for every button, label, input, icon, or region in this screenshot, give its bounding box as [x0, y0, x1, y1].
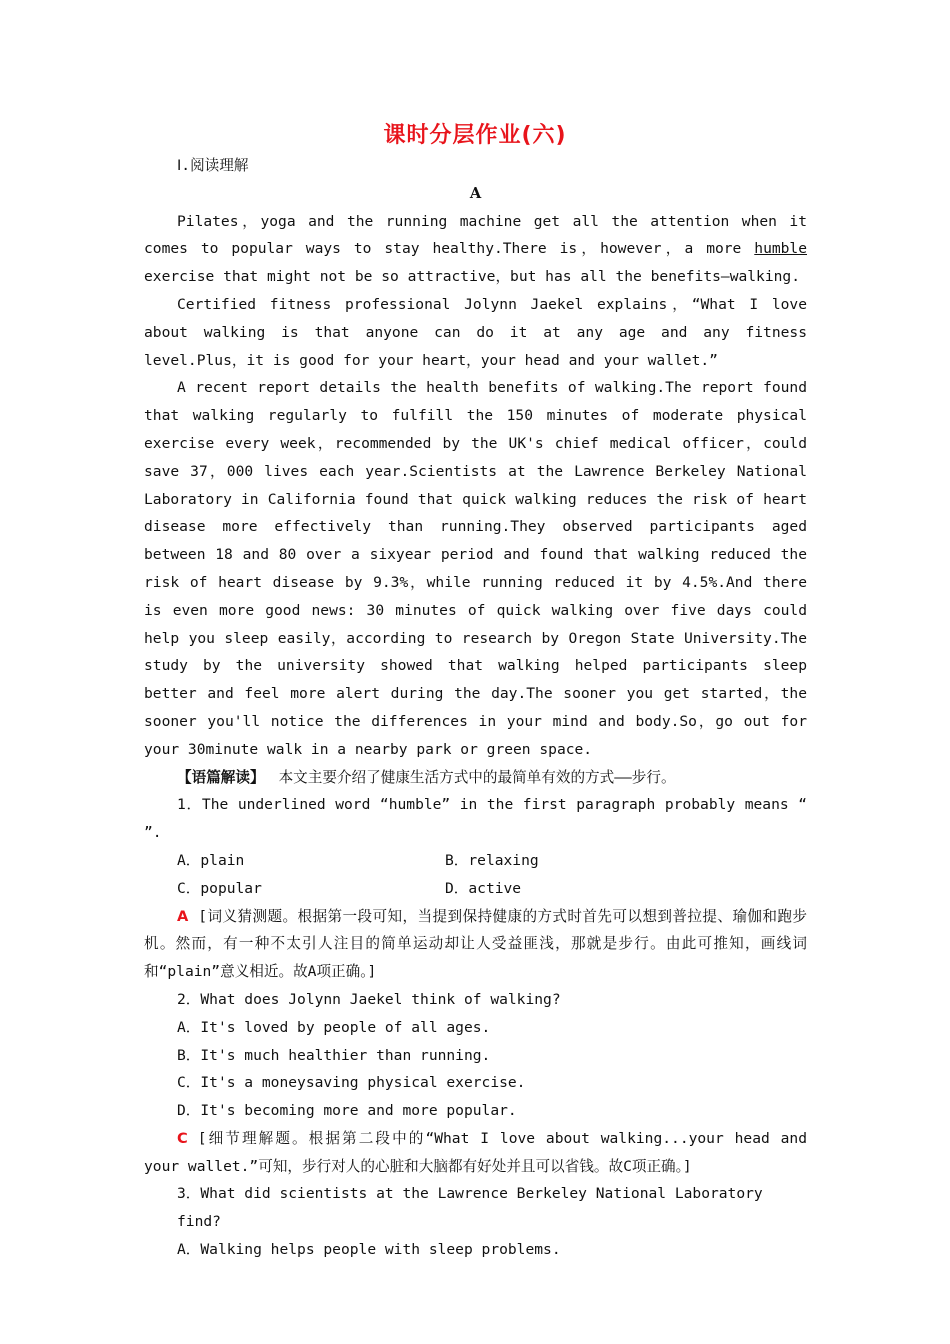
- question-1: 1．The underlined word “humble” in the first paragraph probably means “ ”.: [144, 796, 807, 842]
- answer-explanation: [细节理解题。根据第二段中的“What I love about walking...your head and your wallet.”可知，步行对人的心脏和大脑都有好处并且可以省钱。故C项正确。]: [144, 1129, 807, 1175]
- page-title: 课时分层作业(六): [383, 123, 567, 148]
- summary-tag: 【语篇解读】: [177, 768, 265, 786]
- option-a: A．It's loved by people of all ages.: [177, 1018, 491, 1036]
- option-c: C．popular: [177, 879, 262, 897]
- section-heading: Ⅰ.阅读理解: [177, 157, 249, 174]
- summary-text: 本文主要介绍了健康生活方式中的最简单有效的方式——步行。: [278, 768, 676, 786]
- option-b: B．relaxing: [445, 851, 539, 869]
- passage-summary: [144, 764, 807, 792]
- passage-paragraph-2: Certified fitness professional Jolynn Jaekel explains，“What I love about walking is that anyone can do it at any age and any fitness level.Plus，it is good for your heart，your head and your wallet.”: [144, 295, 807, 369]
- passage-paragraph-1: [144, 208, 807, 291]
- question-1-answer: [144, 903, 807, 986]
- underlined-word: humble: [754, 240, 807, 258]
- passage-text: exercise that might not be so attractive，but has all the benefits—walking.: [144, 268, 800, 286]
- option-a: A．Walking helps people with sleep problems.: [177, 1241, 561, 1259]
- answer-letter: C: [177, 1129, 188, 1147]
- option-a: A．plain: [177, 851, 245, 869]
- answer-explanation: [词义猜测题。根据第一段可知，当提到保持健康的方式时首先可以想到普拉提、瑜伽和跑步机。然而，有一种不太引人注目的简单运动却让人受益匪浅，那就是步行。由此可推知，画线词和“plain”意义相近。故A项正确。]: [144, 907, 807, 981]
- passage-label: A: [469, 184, 482, 202]
- question-1-options-row-1: [144, 847, 807, 875]
- option-d: D．It's becoming more and more popular.: [177, 1102, 517, 1120]
- question-2-answer: [144, 1125, 807, 1181]
- option-c: C．It's a moneysaving physical exercise.: [177, 1074, 526, 1092]
- answer-letter: A: [177, 907, 189, 925]
- document-body: [144, 152, 807, 1264]
- option-b: B．It's much healthier than running.: [177, 1046, 491, 1064]
- option-d: D．active: [445, 879, 522, 897]
- question-3: 3．What did scientists at the Lawrence Berkeley National Laboratory find?: [177, 1185, 763, 1231]
- passage-paragraph-3: A recent report details the health benefits of walking.The report found that walking regularly to fulfill the 150 minutes of moderate physical exercise every week，recommended by the UK's chief medical officer，could save 37，000 lives each year.Scientists at the Lawrence Berkeley National Laboratory in California found that quick walking reduces the risk of heart disease more effectively than running.They observed participants aged between 18 and 80 over a sixyear period and found that walking reduced the risk of heart disease by 9.3%，while running reduced it by 4.5%.And there is even more good news: 30 minutes of quick walking over five days could help you sleep easily，according to research by Oregon State University.The study by the university showed that walking helped participants sleep better and feel more alert during the day.The sooner you get started，the sooner you'll notice the differences in your mind and body.So，go out for your 30minute walk in a nearby park or green space.: [144, 379, 807, 758]
- question-2: 2．What does Jolynn Jaekel think of walking?: [177, 990, 561, 1008]
- passage-text: Pilates，yoga and the running machine get all the attention when it comes to popular ways to stay healthy.There is，however，a more: [144, 212, 807, 258]
- question-1-options-row-2: [144, 875, 807, 903]
